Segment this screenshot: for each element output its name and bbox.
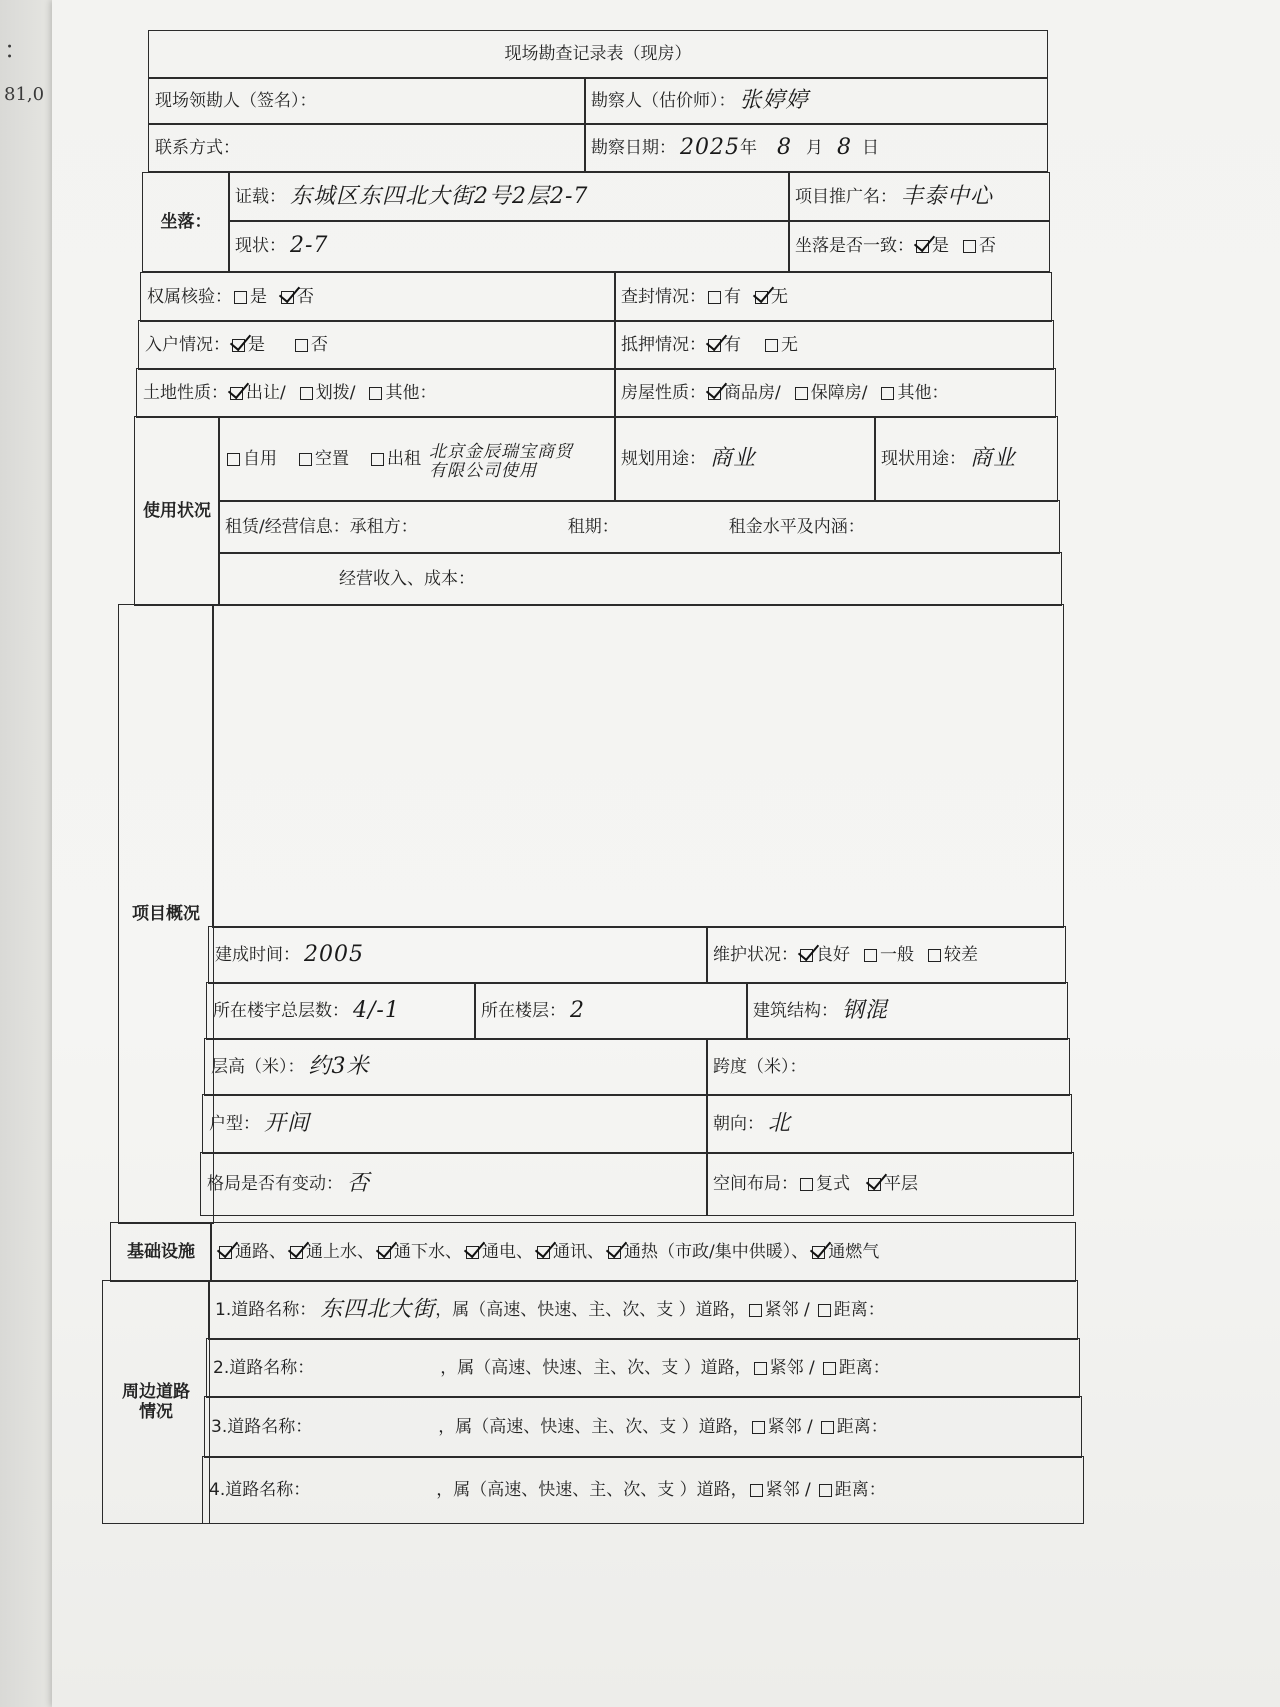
form-paper bbox=[52, 0, 1280, 1707]
ownership-no-checkbox[interactable] bbox=[281, 291, 294, 304]
space-duplex-label: 复式 bbox=[816, 1173, 850, 1194]
ownership-cell bbox=[140, 272, 616, 322]
floors-label: 所在楼宇总层数： bbox=[213, 1000, 349, 1021]
date-day-unit: 日 bbox=[862, 137, 879, 158]
ownership-yes-checkbox[interactable] bbox=[234, 291, 247, 304]
house-opt3-label: 其他： bbox=[897, 382, 949, 403]
built-label: 建成时间： bbox=[215, 944, 300, 965]
road-3-type: ，属（高速、快速、主、次、支 ）道路， bbox=[438, 1416, 750, 1437]
infra-road-label: 通路、 bbox=[235, 1241, 286, 1262]
road-1-distance-checkbox[interactable] bbox=[818, 1304, 831, 1317]
surveyor-label: 勘察人（估价师）： bbox=[591, 90, 736, 111]
floor-value: 2 bbox=[570, 997, 585, 1023]
span-cell[interactable] bbox=[706, 1038, 1070, 1096]
form-title-text: 现场勘查记录表（现房） bbox=[504, 43, 692, 64]
status-cell[interactable] bbox=[228, 220, 790, 272]
contact-cell[interactable] bbox=[148, 124, 586, 172]
consistent-no-label: 否 bbox=[979, 235, 996, 256]
plan-use-label: 规划用途： bbox=[621, 448, 706, 469]
road-1-name-label: 道路名称： bbox=[231, 1299, 317, 1320]
road-2-type: ，属（高速、快速、主、次、支 ）道路， bbox=[440, 1357, 752, 1378]
road-4-name-label: 道路名称： bbox=[225, 1479, 311, 1500]
road-2-distance-label: 距离： bbox=[838, 1357, 890, 1378]
unit-type-label: 户型： bbox=[209, 1113, 260, 1134]
road-4-no: 4. bbox=[209, 1479, 226, 1500]
plan-use-cell[interactable] bbox=[614, 416, 876, 502]
road-3-adjacent-label: 紧邻 / bbox=[767, 1416, 813, 1437]
date-year: 2025 bbox=[680, 134, 740, 160]
built-value: 2005 bbox=[304, 941, 364, 967]
infra-drainage-checkbox[interactable] bbox=[378, 1246, 391, 1259]
unit-type-cell[interactable] bbox=[202, 1094, 708, 1154]
consistent-cell bbox=[788, 220, 1050, 272]
road-row-3 bbox=[204, 1396, 1082, 1458]
entry-label: 入户情况： bbox=[145, 334, 230, 355]
income-cell[interactable] bbox=[218, 552, 1062, 606]
location-label-text: 坐落： bbox=[160, 211, 212, 232]
infra-cell bbox=[210, 1222, 1076, 1282]
overview-notes-area[interactable] bbox=[212, 604, 1064, 928]
lease-cell[interactable] bbox=[218, 500, 1060, 554]
height-value: 约3米 bbox=[308, 1053, 370, 1079]
road-4-distance-checkbox[interactable] bbox=[819, 1484, 832, 1497]
infra-water-supply-checkbox[interactable] bbox=[290, 1246, 303, 1259]
span-label: 跨度（米）： bbox=[713, 1056, 807, 1077]
road-2-adjacent-label: 紧邻 / bbox=[769, 1357, 815, 1378]
space-cell bbox=[706, 1152, 1074, 1216]
overview-section-text: 项目概况 bbox=[132, 903, 200, 924]
mortgage-have-checkbox[interactable] bbox=[708, 339, 721, 352]
infra-water-supply-label: 通上水、 bbox=[306, 1241, 374, 1262]
floor-label: 所在楼层： bbox=[481, 1000, 566, 1021]
usage-self-label: 自用 bbox=[243, 448, 277, 469]
floors-cell[interactable] bbox=[206, 982, 476, 1040]
unit-type-value: 开间 bbox=[264, 1110, 311, 1136]
road-3-name-label: 道路名称： bbox=[227, 1416, 313, 1437]
space-duplex-checkbox[interactable] bbox=[800, 1178, 813, 1191]
ownership-no-label: 否 bbox=[297, 286, 314, 307]
current-use-value: 商业 bbox=[970, 445, 1017, 471]
orientation-cell[interactable] bbox=[706, 1094, 1072, 1154]
land-cell bbox=[136, 368, 616, 418]
land-label: 土地性质： bbox=[143, 382, 228, 403]
orientation-value: 北 bbox=[768, 1110, 792, 1136]
infra-gas-label: 通燃气 bbox=[828, 1241, 880, 1262]
cert-cell[interactable] bbox=[228, 172, 790, 222]
road-1-type: ，属（高速、快速、主、次、支 ）道路， bbox=[435, 1299, 747, 1320]
entry-no-label: 否 bbox=[311, 334, 328, 355]
orientation-label: 朝向： bbox=[713, 1113, 764, 1134]
promo-cell[interactable] bbox=[788, 172, 1050, 222]
house-opt1-label: 商品房/ bbox=[724, 382, 781, 403]
road-1-adjacent-label: 紧邻 / bbox=[764, 1299, 810, 1320]
infra-power-label: 通电、 bbox=[482, 1241, 533, 1262]
seal-cell bbox=[614, 272, 1052, 322]
seal-none-label: 无 bbox=[771, 286, 788, 307]
entry-yes-checkbox[interactable] bbox=[232, 339, 245, 352]
infra-section-text: 基础设施 bbox=[127, 1241, 195, 1262]
mortgage-have-label: 有 bbox=[724, 334, 741, 355]
location-label bbox=[142, 172, 230, 272]
road-4-adjacent-label: 紧邻 / bbox=[765, 1479, 811, 1500]
structure-cell[interactable] bbox=[746, 982, 1068, 1040]
infra-telecom-checkbox[interactable] bbox=[537, 1246, 550, 1259]
road-4-distance-label: 距离： bbox=[834, 1479, 886, 1500]
usage-vacant-label: 空置 bbox=[315, 448, 349, 469]
income-label: 经营收入、成本： bbox=[339, 568, 475, 589]
usage-section-text: 使用状况 bbox=[143, 500, 211, 521]
layout-change-cell[interactable] bbox=[200, 1152, 708, 1216]
road-4-adjacent-checkbox[interactable] bbox=[750, 1484, 763, 1497]
maint-cell bbox=[706, 926, 1066, 984]
built-cell[interactable] bbox=[208, 926, 708, 984]
bg-mark-2: 81,0 bbox=[4, 84, 45, 105]
infra-heating-checkbox[interactable] bbox=[608, 1246, 621, 1259]
rent-level-label: 租金水平及内涵： bbox=[728, 516, 865, 537]
usage-options-cell bbox=[218, 416, 616, 502]
cert-value: 东城区东四北大街2号2层2-7 bbox=[290, 183, 589, 209]
entry-no-checkbox[interactable] bbox=[295, 339, 308, 352]
promo-value: 丰泰中心 bbox=[901, 183, 994, 209]
road-3-distance-label: 距离： bbox=[836, 1416, 888, 1437]
seal-label: 查封情况： bbox=[621, 286, 706, 307]
mortgage-none-checkbox[interactable] bbox=[765, 339, 778, 352]
surveyor-cell[interactable] bbox=[584, 78, 1048, 124]
date-year-unit: 年 bbox=[740, 137, 757, 158]
road-row-1 bbox=[208, 1280, 1078, 1340]
road-1-name-value[interactable]: 东四北大街 bbox=[320, 1296, 436, 1322]
mortgage-label: 抵押情况： bbox=[621, 334, 706, 355]
current-use-cell[interactable] bbox=[874, 416, 1058, 502]
space-flat-label: 平层 bbox=[884, 1173, 918, 1194]
status-value: 2-7 bbox=[290, 232, 329, 258]
land-opt3-checkbox[interactable] bbox=[369, 387, 382, 400]
date-month-unit: 月 bbox=[806, 137, 823, 158]
road-row-4 bbox=[202, 1456, 1084, 1524]
usage-section-label bbox=[134, 416, 220, 606]
overview-section-label bbox=[118, 604, 214, 1224]
layout-change-value: 否 bbox=[347, 1170, 371, 1196]
consistent-yes-label: 是 bbox=[932, 235, 949, 256]
consistent-yes-checkbox[interactable] bbox=[916, 240, 929, 253]
seal-have-checkbox[interactable] bbox=[708, 291, 721, 304]
cert-label: 证载： bbox=[235, 186, 286, 207]
rent-note-line1: 北京金辰瑞宝商贸 bbox=[429, 442, 573, 463]
rent-note bbox=[429, 443, 573, 480]
road-row-2 bbox=[206, 1338, 1080, 1398]
space-flat-checkbox[interactable] bbox=[868, 1178, 881, 1191]
road-3-no: 3. bbox=[211, 1416, 228, 1437]
lease-label: 租赁/经营信息：承租方： bbox=[225, 516, 418, 537]
road-1-adjacent-checkbox[interactable] bbox=[749, 1304, 762, 1317]
space-label: 空间布局： bbox=[713, 1173, 798, 1194]
maint-good-label: 良好 bbox=[816, 944, 850, 965]
roads-section-line1: 周边道路 bbox=[122, 1381, 190, 1402]
floors-value: 4/-1 bbox=[353, 997, 400, 1023]
infra-telecom-label: 通讯、 bbox=[553, 1241, 604, 1262]
structure-label: 建筑结构： bbox=[753, 1000, 838, 1021]
maint-poor-label: 较差 bbox=[944, 944, 978, 965]
infra-heating-label: 通热（市政/集中供暖）、 bbox=[624, 1241, 809, 1262]
plan-use-value: 商业 bbox=[710, 445, 757, 471]
maint-normal-label: 一般 bbox=[880, 944, 914, 965]
consistent-no-checkbox[interactable] bbox=[963, 240, 976, 253]
usage-vacant-checkbox[interactable] bbox=[299, 453, 312, 466]
floor-cell[interactable] bbox=[474, 982, 748, 1040]
house-opt2-checkbox[interactable] bbox=[795, 387, 808, 400]
road-2-distance-checkbox[interactable] bbox=[823, 1362, 836, 1375]
road-3-distance-checkbox[interactable] bbox=[821, 1421, 834, 1434]
usage-rent-label: 出租 bbox=[387, 448, 421, 469]
house-opt3-checkbox[interactable] bbox=[881, 387, 894, 400]
road-2-no: 2. bbox=[213, 1357, 230, 1378]
usage-self-checkbox[interactable] bbox=[227, 453, 240, 466]
house-cell bbox=[614, 368, 1056, 418]
roads-section-line2: 情况 bbox=[139, 1402, 173, 1422]
infra-section-label bbox=[110, 1222, 212, 1282]
surveyor-value: 张婷婷 bbox=[739, 87, 809, 113]
house-opt2-label: 保障房/ bbox=[810, 382, 868, 403]
road-1-distance-label: 距离： bbox=[833, 1299, 885, 1320]
date-cell[interactable] bbox=[584, 124, 1048, 172]
entry-yes-label: 是 bbox=[248, 334, 265, 355]
structure-value: 钢混 bbox=[842, 997, 889, 1023]
seal-have-label: 有 bbox=[724, 286, 741, 307]
layout-change-label: 格局是否有变动： bbox=[207, 1173, 343, 1194]
infra-gas-checkbox[interactable] bbox=[812, 1246, 825, 1259]
road-2-name-label: 道路名称： bbox=[229, 1357, 315, 1378]
date-label: 勘察日期： bbox=[591, 137, 676, 158]
road-2-adjacent-checkbox[interactable] bbox=[754, 1362, 767, 1375]
land-opt1-checkbox[interactable] bbox=[230, 387, 243, 400]
height-label: 层高（米）： bbox=[211, 1056, 305, 1077]
roads-section-label bbox=[102, 1280, 210, 1524]
infra-power-checkbox[interactable] bbox=[466, 1246, 479, 1259]
lead-cell[interactable] bbox=[148, 78, 586, 124]
land-opt3-label: 其他： bbox=[385, 382, 437, 403]
date-day: 8 bbox=[837, 134, 852, 160]
road-4-type: ，属（高速、快速、主、次、支 ）道路， bbox=[436, 1479, 748, 1500]
date-month: 8 bbox=[777, 134, 792, 160]
road-3-adjacent-checkbox[interactable] bbox=[752, 1421, 765, 1434]
lead-label: 现场领勘人（签名）： bbox=[155, 90, 317, 111]
ownership-label: 权属核验： bbox=[147, 286, 232, 307]
height-cell[interactable] bbox=[204, 1038, 708, 1096]
land-opt2-checkbox[interactable] bbox=[300, 387, 313, 400]
rent-note-line2: 有限公司使用 bbox=[429, 461, 537, 481]
promo-label: 项目推广名： bbox=[795, 186, 897, 207]
mortgage-cell bbox=[614, 320, 1054, 370]
contact-label: 联系方式： bbox=[155, 137, 240, 158]
form-title bbox=[148, 30, 1048, 78]
seal-none-checkbox[interactable] bbox=[755, 291, 768, 304]
road-1-no: 1. bbox=[215, 1299, 232, 1320]
bg-mark-1: ： bbox=[4, 36, 28, 64]
maint-poor-checkbox[interactable] bbox=[928, 949, 941, 962]
term-label: 租期： bbox=[567, 516, 619, 537]
mortgage-none-label: 无 bbox=[781, 334, 798, 355]
maint-label: 维护状况： bbox=[713, 944, 798, 965]
entry-cell bbox=[138, 320, 616, 370]
status-label: 现状： bbox=[235, 235, 286, 256]
house-label: 房屋性质： bbox=[621, 382, 706, 403]
infra-road-checkbox[interactable] bbox=[219, 1246, 232, 1259]
maint-good-checkbox[interactable] bbox=[800, 949, 813, 962]
usage-rent-checkbox[interactable] bbox=[371, 453, 384, 466]
house-opt1-checkbox[interactable] bbox=[708, 387, 721, 400]
maint-normal-checkbox[interactable] bbox=[864, 949, 877, 962]
infra-drainage-label: 通下水、 bbox=[394, 1241, 462, 1262]
land-opt1-label: 出让/ bbox=[246, 382, 286, 403]
land-opt2-label: 划拨/ bbox=[315, 382, 356, 403]
consistent-label: 坐落是否一致： bbox=[795, 235, 914, 256]
current-use-label: 现状用途： bbox=[881, 448, 966, 469]
ownership-yes-label: 是 bbox=[250, 286, 267, 307]
